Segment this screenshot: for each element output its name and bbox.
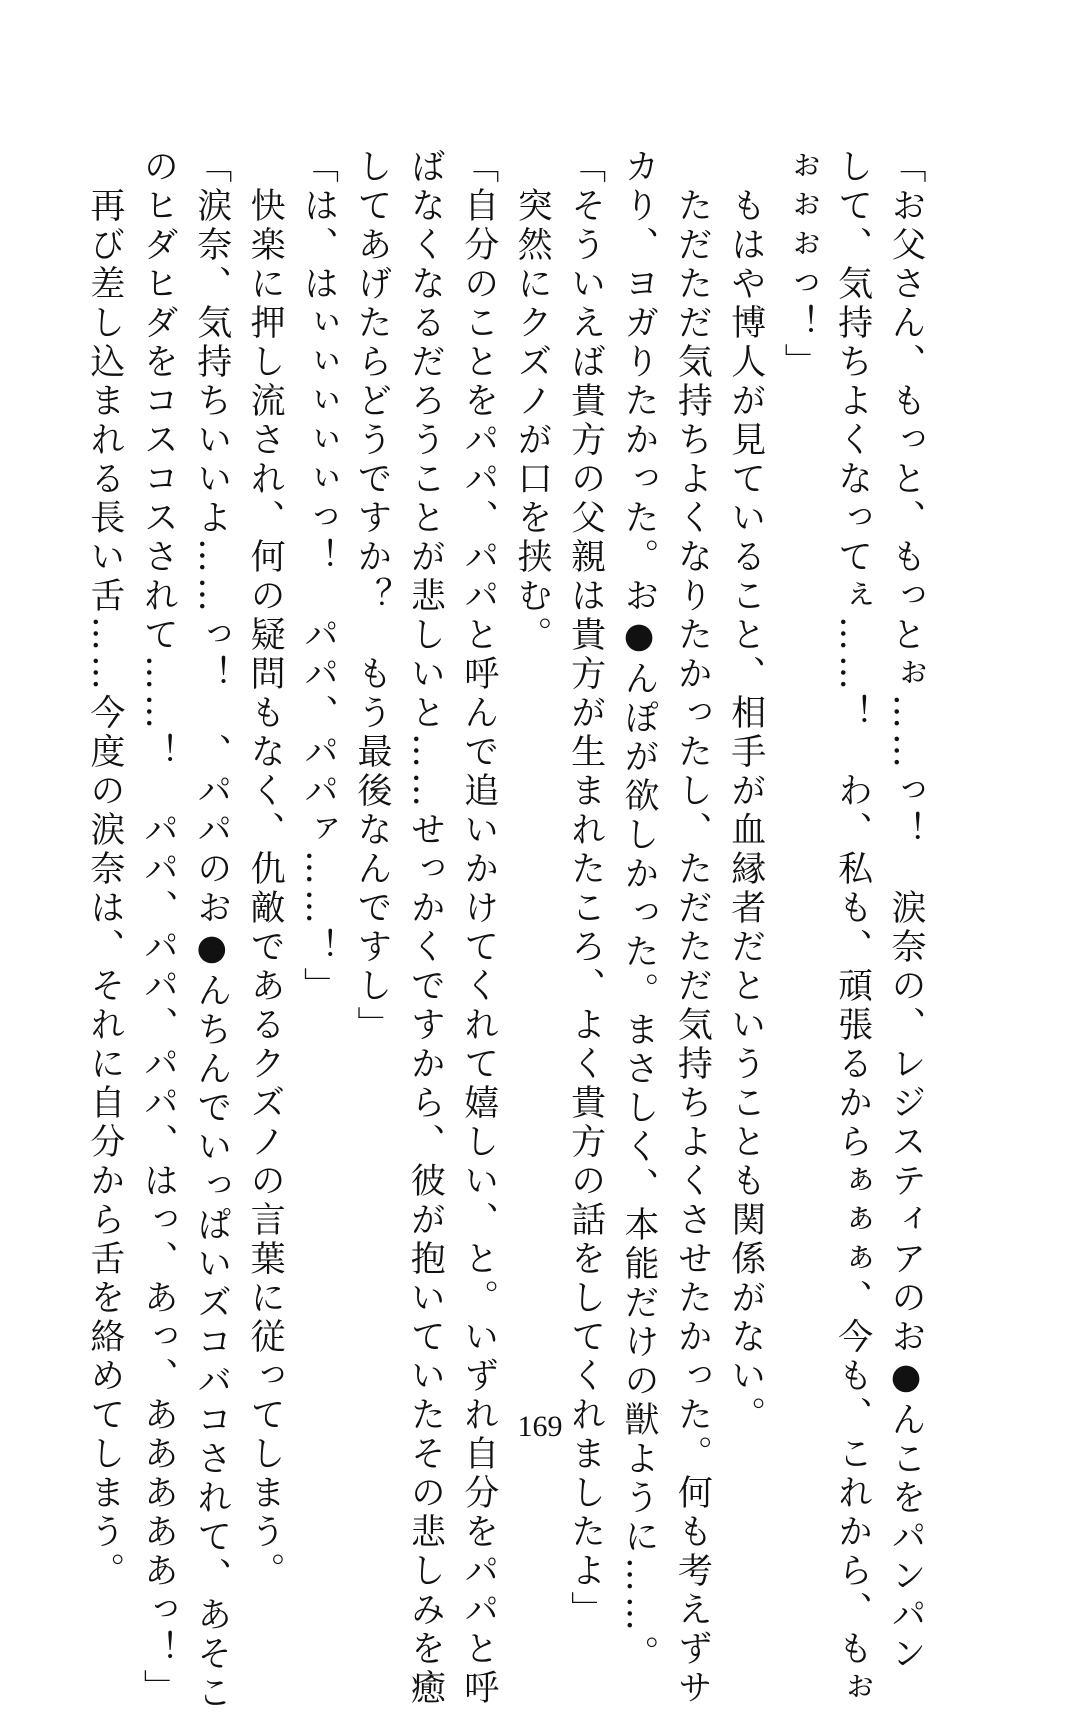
text-line: カり、ヨガりたかった。お●んぽが欲しかった。まさしく、本能だけの獣ように……。 [618, 148, 659, 1674]
text-line: 「そういえば貴方の父親は貴方が生まれたころ、よく貴方の話をしてくれましたよ」 [565, 148, 606, 1630]
text-line: してあげたらどうですか？ もう最後なんですし」 [351, 148, 392, 1045]
text-line: ぉぉぉっ！」 [779, 148, 820, 382]
text-line: 突然にクズノが口を挟む。 [512, 148, 553, 655]
text-line: 「は、はぃぃぃぃぃっ！ パパ、パパァ……！」 [298, 148, 339, 1006]
text-line: 「涙奈、気持ちいいよ……っ！ 、パパのお●んちんでいっぱいズコバコされて、あそこ [191, 148, 232, 1713]
page-number: 169 [517, 1410, 563, 1443]
text-line: して、気持ちよくなってぇ……！ わ、私も、頑張るからぁぁぁ、今も、これから、もぉ [832, 148, 873, 1708]
text-line: のヒダヒダをコスコスされて……！ パパ、パパ、パパ、はっ、あっ、あああああっ！」 [138, 148, 179, 1708]
text-line: ただただ気持ちよくなりたかったし、ただただ気持ちよくさせたかった。何も考えずサ [672, 148, 713, 1708]
text-line: もはや博人が見ていること、相手が血縁者だということも関係がない。 [725, 148, 766, 1435]
text-line: 「お父さん、もっと、もっとぉ……っ！ 涙奈の、レジスティアのお●んこをパンパン [886, 148, 926, 1674]
text-line: 快楽に押し流され、何の疑問もなく、仇敵であるクズノの言葉に従ってしまう。 [245, 148, 286, 1591]
text-line: 「自分のことをパパ、パパと呼んで追いかけてくれて嬉しい、と。いずれ自分をパパと呼 [458, 148, 499, 1708]
text-line: 再び差し込まれる長い舌……今度の涙奈は、それに自分から舌を絡めてしまう。 [84, 148, 125, 1591]
text-line: ばなくなるだろうことが悲しいと……せっかくですから、彼が抱いていたその悲しみを癒 [405, 148, 446, 1708]
